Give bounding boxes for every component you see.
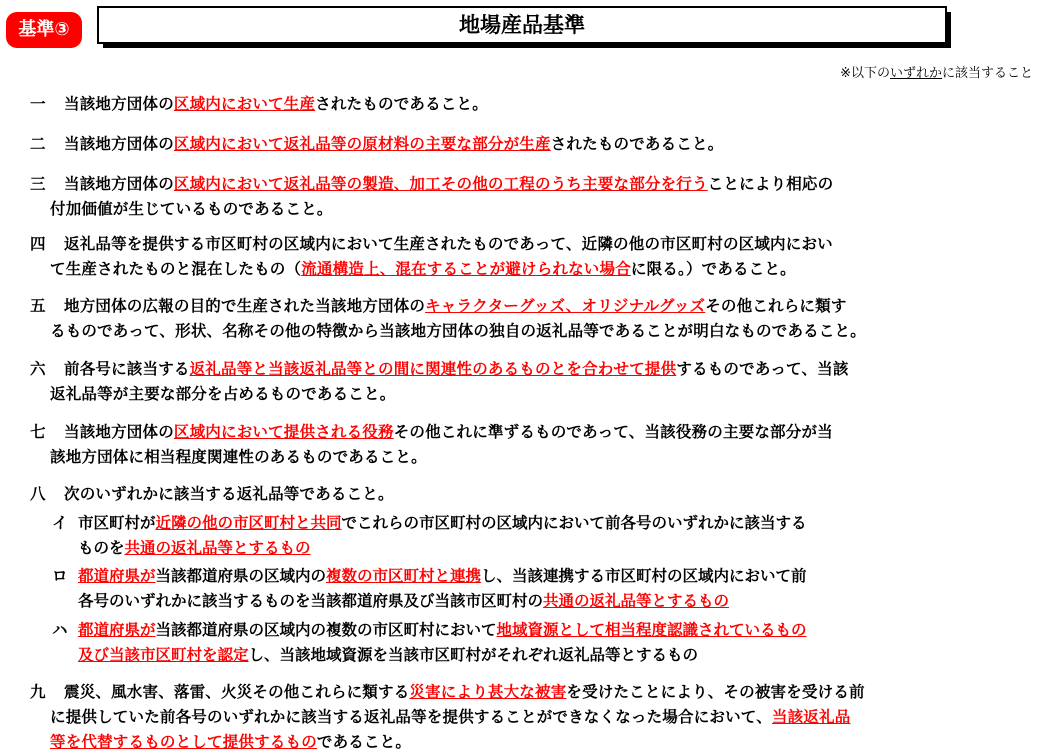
list-item-6: 六 前各号に該当する返礼品等と当該返礼品等との間に関連性のあるものとを合わせて提供するものであって、当該 返礼品等が主要な部分を占めるものであること。 (30, 360, 849, 403)
list-item-3: 三 当該地方団体の区域内において返礼品等の製造、加工その他の工程のうち主要な部分を行うことにより相応の 付加価値が生じているものであること。 (30, 175, 834, 218)
note: ※以下のいずれかに該当すること (840, 66, 1033, 81)
list-item-9: 九 震災、風水害、落雷、火災その他これらに類する災害により甚大な被害を受けたことにより、その被害を受ける前 に提供していた前各号のいずれかに該当する返礼品等を提供することができなくなった場合において、当該返礼品 等を代替するものとして提供するものであること。 (30, 683, 865, 751)
list-item-4: 四 返礼品等を提供する市区町村の区域内において生産されたものであって、近隣の他の市区町村の区域内におい て生産されたものと混在したもの（流通構造上、混在することが避けられない場合に限る。）であること。 (30, 235, 833, 278)
list-item-2: 二 当該地方団体の区域内において返礼品等の原材料の主要な部分が生産されたものであること。 (30, 135, 724, 153)
list-item-8: 八 次のいずれかに該当する返礼品等であること。 (30, 485, 394, 503)
list-subitem-ro: ロ 都道府県が当該都道府県の区域内の複数の市区町村と連携し、当該連携する市区町村の区域内において前 各号のいずれかに該当するものを当該都道府県及び当該市区町村の共通の返礼品等とするもの (52, 567, 807, 610)
list-subitem-ha: ハ 都道府県が当該都道府県の区域内の複数の市区町村において地域資源として相当程度認識されているもの 及び当該市区町村を認定し、当該地域資源を当該市区町村がそれぞれ返礼品等とするもの (52, 621, 807, 664)
list-subitem-i: イ 市区町村が近隣の他の市区町村と共同でこれらの市区町村の区域内において前各号のいずれかに該当する ものを共通の返礼品等とするもの (52, 514, 807, 557)
list-item-7: 七 当該地方団体の区域内において提供される役務その他これに準ずるものであって、当該役務の主要な部分が当 該地方団体に相当程度関連性のあるものであること。 (30, 423, 833, 466)
page-title: 地場産品基準 (97, 6, 947, 44)
criteria-badge: 基準③ (6, 12, 82, 48)
list-item-1: 一 当該地方団体の区域内において生産されたものであること。 (30, 95, 488, 113)
list-item-5: 五 地方団体の広報の目的で生産された当該地方団体のキャラクターグッズ、オリジナルグッズその他これらに類す るものであって、形状、名称その他の特徴から当該地方団体の独自の返礼品等であることが明白なものであること。 (30, 297, 866, 340)
